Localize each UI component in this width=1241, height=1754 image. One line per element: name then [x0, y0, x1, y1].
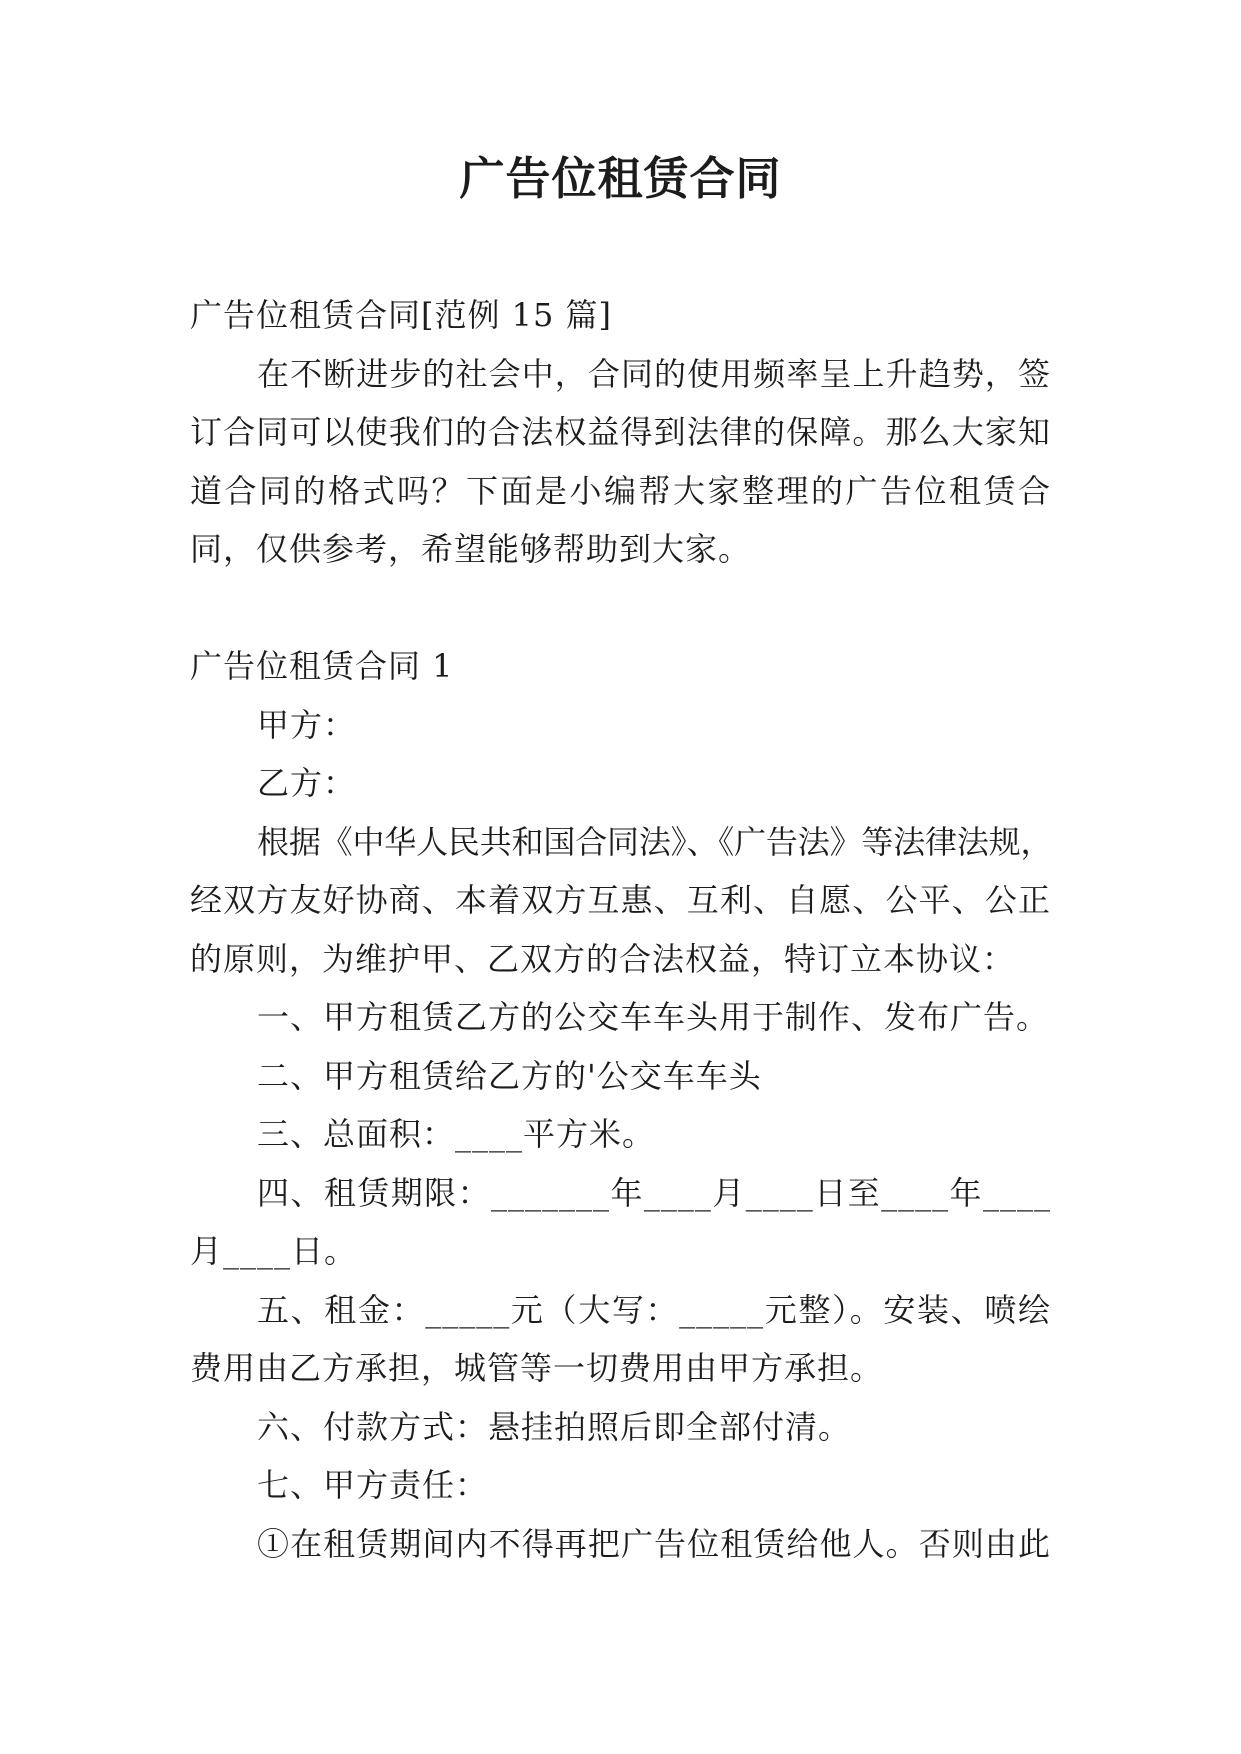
paragraph-line: 五、租金：_____元（大写：_____元整）。安装、喷绘 — [257, 1290, 1051, 1329]
clause-2 — [190, 1047, 1051, 1106]
clause-7 — [190, 1456, 1051, 1515]
paragraph-line: ①在租赁期间内不得再把广告位租赁给他人。否则由此 — [257, 1524, 1051, 1563]
paragraph-line: 经双方友好协商、本着双方互惠、互利、自愿、公平、公正 — [190, 881, 1051, 919]
paragraph-line: 四、租赁期限：_______年____月____日至____年____ — [257, 1173, 1051, 1212]
paragraph-line: 三、总面积：____平方米。 — [257, 1115, 656, 1153]
paragraph-line: 根据《中华人民共和国合同法》、《广告法》等法律法规， — [257, 822, 1051, 861]
paragraph-line: 六、付款方式：悬挂拍照后即全部付清。 — [257, 1407, 852, 1446]
clause-4 — [190, 1164, 1051, 1281]
paragraph-line: 的原则，为维护甲、乙双方的合法权益，特订立本协议： — [190, 939, 1016, 978]
clause-5 — [190, 1281, 1051, 1398]
clause-1 — [190, 988, 1051, 1047]
paragraph-line: 道合同的格式吗？下面是小编帮大家整理的广告位租赁合 — [190, 471, 1051, 510]
paragraph-line: 乙方： — [257, 764, 357, 802]
section-heading-line: 广告位租赁合同 1 — [190, 647, 454, 685]
section-heading — [190, 637, 1051, 696]
clause-6 — [190, 1398, 1051, 1457]
document-body — [190, 286, 1051, 1573]
subtitle-line: 广告位租赁合同[范例 15 篇] — [190, 296, 613, 334]
paragraph-line: 七、甲方责任： — [257, 1466, 489, 1504]
document-title: 广告位租赁合同 — [459, 152, 782, 205]
preamble-paragraph — [190, 813, 1051, 989]
paragraph-line: 同，仅供参考，希望能够帮助到大家。 — [190, 530, 752, 568]
paragraph-line: 在不断进步的社会中，合同的使用频率呈上升趋势，签 — [257, 354, 1051, 393]
paragraph-line: 订合同可以使我们的合法权益得到法律的保障。那么大家知 — [190, 413, 1051, 451]
party-a-label — [190, 696, 1051, 755]
clause-7-item-1 — [190, 1515, 1051, 1574]
blank-line — [190, 579, 1051, 638]
paragraph-line: 月____日。 — [190, 1232, 358, 1270]
paragraph-line: 一、甲方租赁乙方的公交车车头用于制作、发布广告。 — [257, 998, 1050, 1036]
paragraph-line: 费用由乙方承担，城管等一切费用由甲方承担。 — [190, 1349, 884, 1387]
document-subtitle — [190, 286, 1051, 345]
paragraph-line: 二、甲方租赁给乙方的'公交车车头 — [257, 1056, 762, 1095]
intro-paragraph — [190, 345, 1051, 579]
clause-3 — [190, 1105, 1051, 1164]
party-b-label — [190, 754, 1051, 813]
paragraph-line: 甲方： — [257, 705, 357, 744]
